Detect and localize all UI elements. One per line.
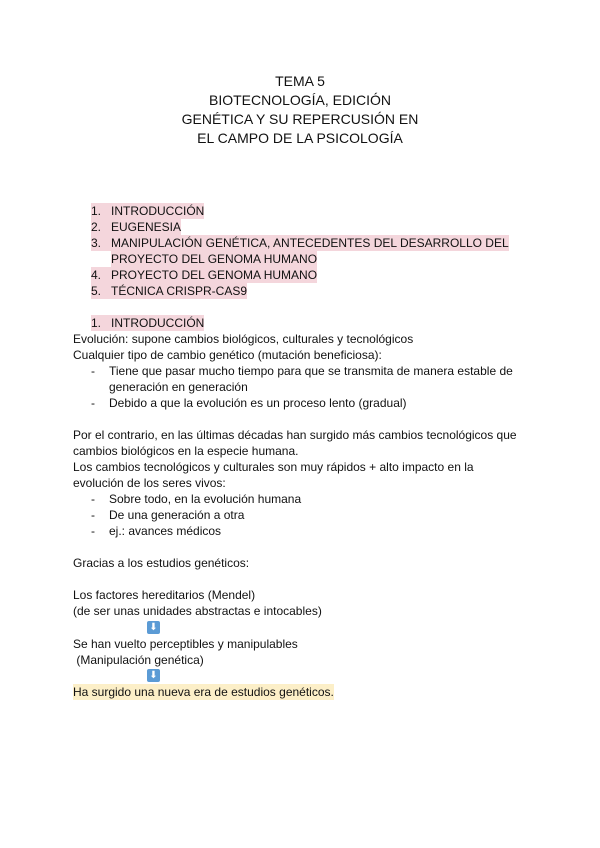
title-line: GENÉTICA Y SU REPERCUSIÓN EN: [181, 111, 419, 127]
toc-number: 4.: [91, 268, 102, 282]
section-title: INTRODUCCIÓN: [111, 316, 205, 330]
bullet-text: ej.: avances médicos: [109, 524, 222, 538]
section-heading: [91, 315, 204, 331]
toc-number: 5.: [91, 284, 102, 298]
section-number: 1.: [91, 316, 102, 330]
bullet-text-continuation: generación en generación: [109, 380, 248, 394]
text-line: Cualquier tipo de cambio genético (mutación beneficiosa):: [73, 348, 382, 362]
text-line: Los cambios tecnológicos y culturales son muy rápidos + alto impacto en la: [73, 460, 474, 474]
bullet-dash: -: [91, 364, 95, 378]
toc-item: [91, 203, 204, 219]
document-title: [0, 72, 600, 148]
arrow-down-icon: ⬇: [147, 669, 160, 682]
toc-number: 3.: [91, 236, 102, 250]
toc-label: PROYECTO DEL GENOMA HUMANO: [111, 268, 318, 282]
text-line: Evolución: supone cambios biológicos, culturales y tecnológicos: [73, 332, 414, 346]
bullet-text: Tiene que pasar mucho tiempo para que se transmita de manera estable de: [109, 364, 513, 378]
text-line: (Manipulación genética): [73, 653, 204, 667]
title-line: BIOTECNOLOGÍA, EDICIÓN: [208, 92, 392, 108]
bullet-text: Debido a que la evolución es un proceso lento (gradual): [109, 396, 407, 410]
toc-item: [91, 267, 317, 283]
bullet-dash: -: [91, 524, 95, 538]
toc-item-continuation: PROYECTO DEL GENOMA HUMANO: [111, 252, 318, 266]
text-line: Los factores hereditarios (Mendel): [73, 588, 256, 602]
toc-item: [91, 219, 181, 235]
bullet-dash: -: [91, 396, 95, 410]
arrow-down-icon: ⬇: [147, 621, 160, 634]
toc-number: 1.: [91, 204, 102, 218]
toc-label: TÉCNICA CRISPR-CAS9: [111, 284, 248, 298]
text-line: cambios biológicos en la especie humana.: [73, 444, 299, 458]
toc-number: 2.: [91, 220, 102, 234]
bullet-text: De una generación a otra: [109, 508, 245, 522]
text-line: Por el contrario, en las últimas décadas han surgido más cambios tecnológicos que: [73, 428, 517, 442]
text-line: (de ser unas unidades abstractas e intocables): [73, 604, 322, 618]
toc-label: MANIPULACIÓN GENÉTICA, ANTECEDENTES DEL DESARROLLO DEL: [111, 236, 509, 250]
toc-item: [91, 283, 247, 299]
highlighted-conclusion: Ha surgido una nueva era de estudios genéticos.: [73, 685, 334, 699]
bullet-text: Sobre todo, en la evolución humana: [109, 492, 302, 506]
bullet-dash: -: [91, 492, 95, 506]
bullet-dash: -: [91, 508, 95, 522]
text-line: Gracias a los estudios genéticos:: [73, 556, 250, 570]
toc-label: INTRODUCCIÓN: [111, 204, 205, 218]
text-line: evolución de los seres vivos:: [73, 476, 226, 490]
title-line: EL CAMPO DE LA PSICOLOGÍA: [197, 130, 403, 146]
toc-label: EUGENESIA: [111, 220, 182, 234]
toc-item: [91, 235, 509, 251]
text-line: Se han vuelto perceptibles y manipulables: [73, 637, 298, 651]
title-line: TEMA 5: [275, 73, 325, 89]
